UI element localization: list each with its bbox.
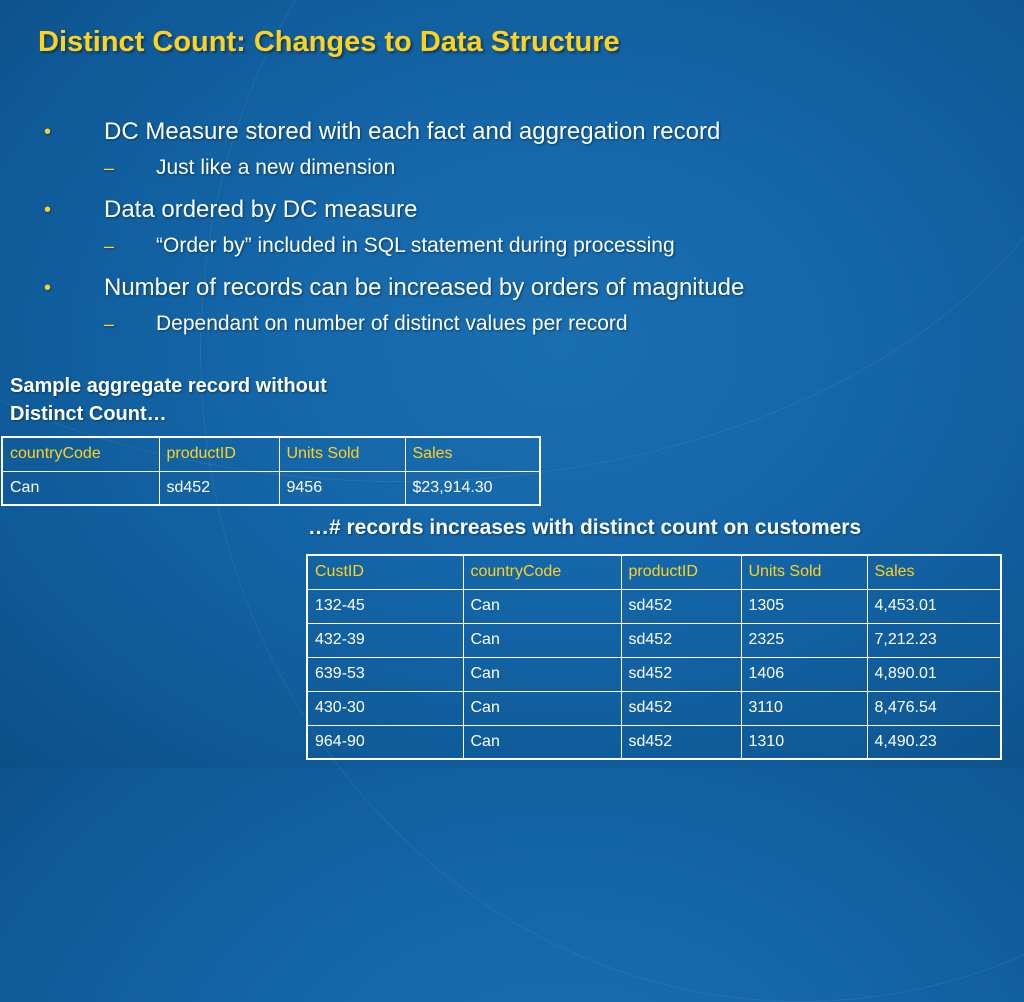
table-cell: 1406 [741, 657, 867, 691]
bullet-item [0, 270, 1024, 309]
bullet-list [0, 114, 1024, 348]
dash-icon: – [104, 158, 115, 178]
table-cell: 1305 [741, 589, 867, 623]
table-cell: Can [2, 471, 159, 505]
column-header: Sales [405, 437, 540, 471]
sub-bullet-text: Dependant on number of distinct values per record [156, 312, 628, 335]
sub-bullet-item [0, 231, 1024, 270]
table-row [307, 725, 1001, 759]
table-cell: 7,212.23 [867, 623, 1001, 657]
column-header: productID [159, 437, 279, 471]
bullet-text: DC Measure stored with each fact and aggregation record [104, 118, 721, 145]
column-header: countryCode [463, 555, 621, 589]
table-cell: sd452 [621, 623, 741, 657]
table-cell: 4,890.01 [867, 657, 1001, 691]
column-header: Sales [867, 555, 1001, 589]
table-cell: 964-90 [307, 725, 463, 759]
table-cell: 430-30 [307, 691, 463, 725]
table-cell: 3110 [741, 691, 867, 725]
table-header-row [307, 555, 1001, 589]
column-header: countryCode [2, 437, 159, 471]
table-row [307, 691, 1001, 725]
sub-bullet-text: “Order by” included in SQL statement during processing [156, 234, 675, 257]
caption-line: Distinct Count… [10, 403, 167, 425]
table-cell: $23,914.30 [405, 471, 540, 505]
bullet-dot-icon: • [44, 199, 52, 221]
bullet-item [0, 114, 1024, 153]
table-cell: sd452 [621, 725, 741, 759]
bullet-dot-icon: • [44, 277, 52, 299]
dash-icon: – [104, 236, 115, 256]
table-cell: sd452 [621, 691, 741, 725]
table-cell: 8,476.54 [867, 691, 1001, 725]
bullet-dot-icon: • [44, 121, 52, 143]
column-header: productID [621, 555, 741, 589]
table-cell: 1310 [741, 725, 867, 759]
bullet-text: Number of records can be increased by orders of magnitude [104, 274, 745, 301]
bullet-item [0, 192, 1024, 231]
table-cell: sd452 [621, 657, 741, 691]
caption-line: Sample aggregate record without [10, 375, 327, 397]
column-header: Units Sold [279, 437, 405, 471]
table-cell: Can [463, 657, 621, 691]
table-cell: 2325 [741, 623, 867, 657]
slide-title: Distinct Count: Changes to Data Structure [38, 26, 620, 58]
table-cell: sd452 [621, 589, 741, 623]
table-cell: sd452 [159, 471, 279, 505]
table-cell: 4,490.23 [867, 725, 1001, 759]
column-header: CustID [307, 555, 463, 589]
column-header: Units Sold [741, 555, 867, 589]
table-cell: Can [463, 623, 621, 657]
bullet-text: Data ordered by DC measure [104, 196, 418, 223]
sub-bullet-item [0, 309, 1024, 348]
sub-bullet-item [0, 153, 1024, 192]
table-row [307, 623, 1001, 657]
table-row [307, 657, 1001, 691]
sub-bullet-text: Just like a new dimension [156, 156, 396, 179]
aggregate-record-table [1, 436, 541, 506]
table-cell: 4,453.01 [867, 589, 1001, 623]
table-header-row [2, 437, 540, 471]
table-row [307, 589, 1001, 623]
distinct-count-table [306, 554, 1002, 760]
table-cell: 639-53 [307, 657, 463, 691]
table-cell: Can [463, 725, 621, 759]
table-cell: 432-39 [307, 623, 463, 657]
table-row [2, 471, 540, 505]
table-cell: 9456 [279, 471, 405, 505]
sample-record-caption [10, 372, 327, 428]
table-cell: Can [463, 589, 621, 623]
table-cell: Can [463, 691, 621, 725]
dash-icon: – [104, 314, 115, 334]
distinct-count-caption: …# records increases with distinct count on customers [308, 516, 862, 539]
table-cell: 132-45 [307, 589, 463, 623]
